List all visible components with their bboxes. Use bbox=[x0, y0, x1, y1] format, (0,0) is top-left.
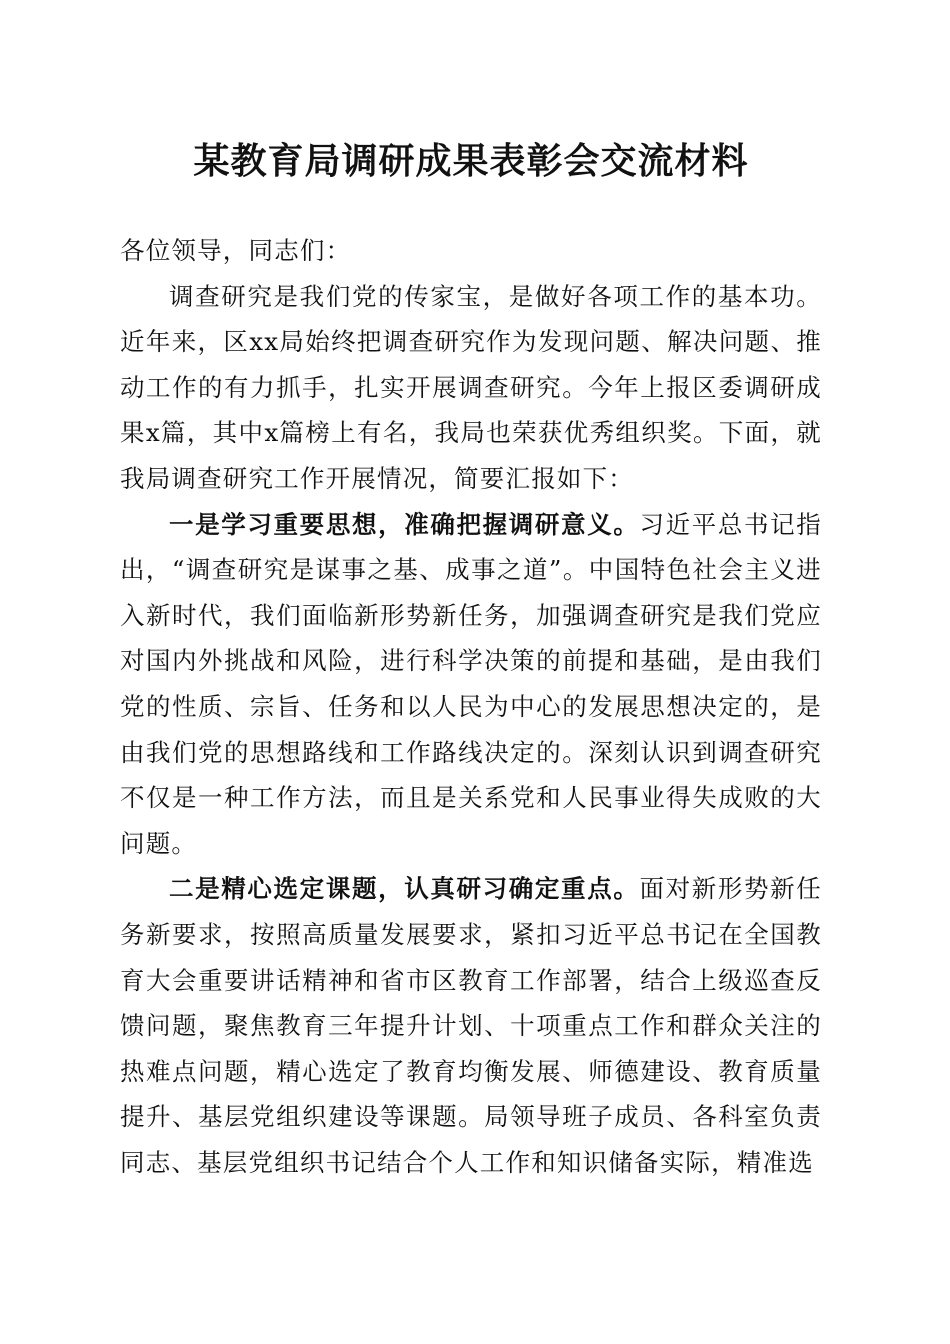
paragraph-lead: 一是学习重要思想，准确把握调研意义。 bbox=[169, 509, 640, 539]
paragraph-topics bbox=[120, 866, 822, 1185]
paragraph-text: 面对新形势新任务新要求，按照高质量发展要求，紧扣习近平总书记在全国教育大会重要讲话精神和省市区教育工作部署，结合上级巡查反馈问题，聚焦教育三年提升计划、十项重点工作和群众关注的热难点问题，精心选定了教育均衡发展、师德建设、教育质量提升、基层党组织建设等课题。局领导班子成员、各科室负责同志、基层党组织书记结合个人工作和知识储备实际，精准选 bbox=[120, 874, 822, 1177]
document-title: 某教育局调研成果表彰会交流材料 bbox=[193, 140, 749, 182]
paragraph-lead: 二是精心选定课题，认真研习确定重点。 bbox=[169, 874, 640, 904]
paragraph-study bbox=[120, 502, 822, 867]
salutation: 各位领导，同志们： bbox=[120, 236, 352, 265]
document-body bbox=[120, 228, 822, 1185]
paragraph-text: 调查研究是我们党的传家宝，是做好各项工作的基本功。近年来，区xx局始终把调查研究作为发现问题、解决问题、推动工作的有力抓手，扎实开展调查研究。今年上报区委调研成果x篇，其中x篇榜上有名，我局也荣获优秀组织奖。下面，就我局调查研究工作开展情况，简要汇报如下： bbox=[120, 281, 822, 493]
paragraph-intro bbox=[120, 274, 822, 502]
paragraph-text: 习近平总书记指出，“调查研究是谋事之基、成事之道”。中国特色社会主义进入新时代，我们面临新形势新任务，加强调查研究是我们党应对国内外挑战和风险，进行科学决策的前提和基础，是由我们党的性质、宗旨、任务和以人民为中心的发展思想决定的，是由我们党的思想路线和工作路线决定的。深刻认识到调查研究不仅是一种工作方法，而且是关系党和人民事业得失成败的大问题。 bbox=[120, 509, 822, 858]
